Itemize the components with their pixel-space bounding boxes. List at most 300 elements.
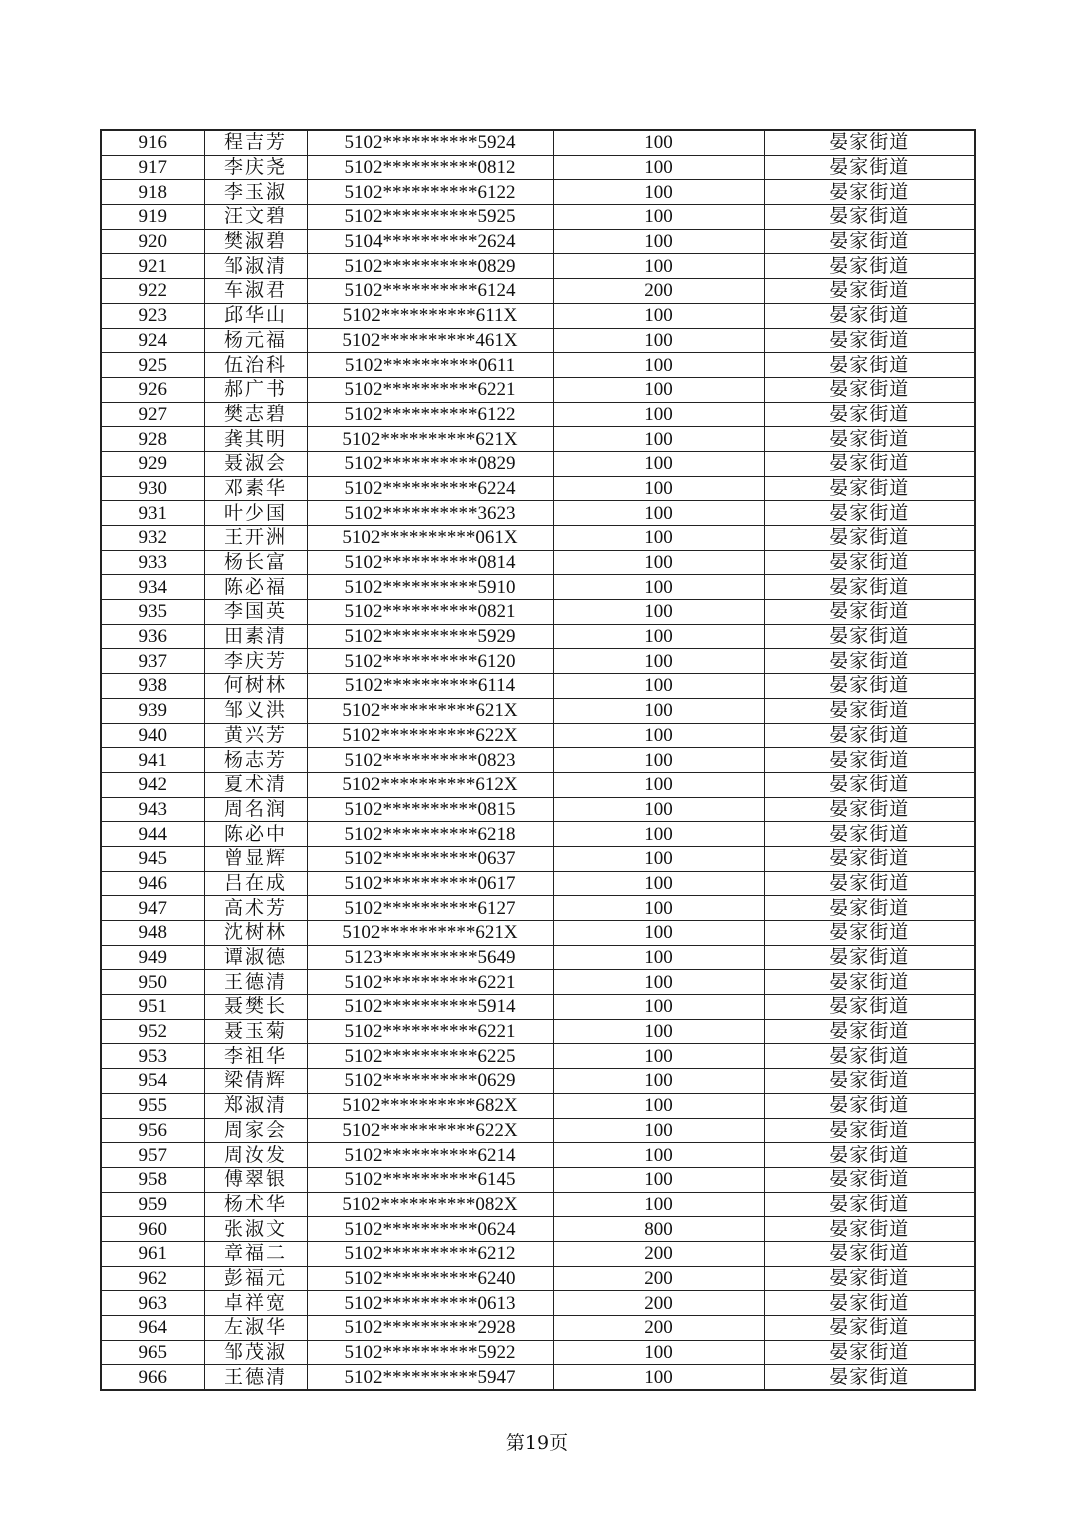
record-table xyxy=(100,129,976,1391)
cell-id-number: 5102**********0629 xyxy=(307,1069,553,1094)
cell-id-number: 5102**********612X xyxy=(307,772,553,797)
cell-name: 张淑文 xyxy=(204,1217,307,1242)
cell-serial-number: 962 xyxy=(101,1266,204,1291)
cell-amount: 100 xyxy=(553,896,764,921)
cell-street: 晏家街道 xyxy=(764,649,975,674)
cell-street: 晏家街道 xyxy=(764,303,975,328)
cell-street: 晏家街道 xyxy=(764,1217,975,1242)
cell-serial-number: 936 xyxy=(101,624,204,649)
cell-amount: 100 xyxy=(553,921,764,946)
cell-serial-number: 930 xyxy=(101,476,204,501)
cell-amount: 100 xyxy=(553,427,764,452)
cell-name: 李国英 xyxy=(204,600,307,625)
table-row xyxy=(101,871,975,896)
cell-serial-number: 934 xyxy=(101,575,204,600)
cell-serial-number: 924 xyxy=(101,328,204,353)
cell-id-number: 5102**********6224 xyxy=(307,476,553,501)
cell-serial-number: 944 xyxy=(101,822,204,847)
cell-serial-number: 920 xyxy=(101,229,204,254)
cell-street: 晏家街道 xyxy=(764,748,975,773)
table-row xyxy=(101,748,975,773)
cell-street: 晏家街道 xyxy=(764,451,975,476)
table-row xyxy=(101,476,975,501)
cell-street: 晏家街道 xyxy=(764,1340,975,1365)
cell-amount: 100 xyxy=(553,451,764,476)
cell-street: 晏家街道 xyxy=(764,921,975,946)
cell-street: 晏家街道 xyxy=(764,501,975,526)
cell-name: 龚其明 xyxy=(204,427,307,452)
table-row xyxy=(101,1118,975,1143)
cell-street: 晏家街道 xyxy=(764,328,975,353)
cell-name: 郑淑清 xyxy=(204,1093,307,1118)
cell-id-number: 5102**********6221 xyxy=(307,377,553,402)
cell-amount: 100 xyxy=(553,772,764,797)
cell-name: 彭福元 xyxy=(204,1266,307,1291)
page-number: 第19页 xyxy=(505,1432,569,1454)
cell-amount: 100 xyxy=(553,501,764,526)
cell-street: 晏家街道 xyxy=(764,402,975,427)
cell-serial-number: 961 xyxy=(101,1241,204,1266)
cell-street: 晏家街道 xyxy=(764,698,975,723)
cell-amount: 100 xyxy=(553,871,764,896)
cell-amount: 100 xyxy=(553,723,764,748)
cell-amount: 100 xyxy=(553,797,764,822)
table-row xyxy=(101,772,975,797)
table-row xyxy=(101,303,975,328)
cell-street: 晏家街道 xyxy=(764,130,975,155)
cell-name: 车淑君 xyxy=(204,279,307,304)
cell-amount: 100 xyxy=(553,1365,764,1390)
cell-id-number: 5102**********6122 xyxy=(307,402,553,427)
cell-serial-number: 921 xyxy=(101,254,204,279)
cell-amount: 100 xyxy=(553,649,764,674)
cell-serial-number: 948 xyxy=(101,921,204,946)
cell-serial-number: 938 xyxy=(101,674,204,699)
cell-name: 王开洲 xyxy=(204,526,307,551)
cell-amount: 100 xyxy=(553,550,764,575)
table-row xyxy=(101,600,975,625)
cell-street: 晏家街道 xyxy=(764,1266,975,1291)
cell-amount: 100 xyxy=(553,1143,764,1168)
cell-id-number: 5102**********682X xyxy=(307,1093,553,1118)
cell-serial-number: 943 xyxy=(101,797,204,822)
cell-id-number: 5102**********461X xyxy=(307,328,553,353)
cell-serial-number: 935 xyxy=(101,600,204,625)
cell-id-number: 5102**********0829 xyxy=(307,451,553,476)
table-row xyxy=(101,797,975,822)
table-row xyxy=(101,402,975,427)
cell-id-number: 5102**********0821 xyxy=(307,600,553,625)
cell-street: 晏家街道 xyxy=(764,476,975,501)
cell-name: 邹义洪 xyxy=(204,698,307,723)
cell-street: 晏家街道 xyxy=(764,995,975,1020)
cell-serial-number: 945 xyxy=(101,846,204,871)
cell-name: 李庆芳 xyxy=(204,649,307,674)
cell-street: 晏家街道 xyxy=(764,797,975,822)
cell-serial-number: 937 xyxy=(101,649,204,674)
cell-name: 聂樊长 xyxy=(204,995,307,1020)
table-row xyxy=(101,624,975,649)
cell-id-number: 5102**********6225 xyxy=(307,1044,553,1069)
cell-name: 邹淑清 xyxy=(204,254,307,279)
cell-amount: 100 xyxy=(553,1192,764,1217)
cell-serial-number: 956 xyxy=(101,1118,204,1143)
cell-serial-number: 941 xyxy=(101,748,204,773)
table-row xyxy=(101,1192,975,1217)
table-row xyxy=(101,451,975,476)
table-row xyxy=(101,1340,975,1365)
cell-serial-number: 916 xyxy=(101,130,204,155)
cell-serial-number: 946 xyxy=(101,871,204,896)
cell-street: 晏家街道 xyxy=(764,377,975,402)
cell-name: 杨志芳 xyxy=(204,748,307,773)
cell-serial-number: 928 xyxy=(101,427,204,452)
cell-serial-number: 955 xyxy=(101,1093,204,1118)
table-row xyxy=(101,1143,975,1168)
table-row xyxy=(101,328,975,353)
cell-name: 曾显辉 xyxy=(204,846,307,871)
cell-street: 晏家街道 xyxy=(764,229,975,254)
cell-street: 晏家街道 xyxy=(764,526,975,551)
cell-id-number: 5102**********6214 xyxy=(307,1143,553,1168)
cell-id-number: 5102**********6221 xyxy=(307,1019,553,1044)
cell-amount: 100 xyxy=(553,624,764,649)
record-table-body xyxy=(101,130,975,1390)
cell-serial-number: 929 xyxy=(101,451,204,476)
cell-id-number: 5102**********5922 xyxy=(307,1340,553,1365)
cell-name: 程吉芳 xyxy=(204,130,307,155)
cell-id-number: 5102**********0823 xyxy=(307,748,553,773)
cell-name: 何树林 xyxy=(204,674,307,699)
cell-amount: 100 xyxy=(553,1069,764,1094)
table-row xyxy=(101,155,975,180)
cell-amount: 100 xyxy=(553,130,764,155)
cell-amount: 100 xyxy=(553,1118,764,1143)
cell-street: 晏家街道 xyxy=(764,1093,975,1118)
cell-id-number: 5102**********6212 xyxy=(307,1241,553,1266)
cell-id-number: 5102**********6145 xyxy=(307,1167,553,1192)
cell-name: 聂玉菊 xyxy=(204,1019,307,1044)
cell-id-number: 5102**********5914 xyxy=(307,995,553,1020)
cell-serial-number: 918 xyxy=(101,180,204,205)
cell-serial-number: 939 xyxy=(101,698,204,723)
table-row xyxy=(101,846,975,871)
cell-amount: 100 xyxy=(553,600,764,625)
cell-serial-number: 917 xyxy=(101,155,204,180)
cell-amount: 100 xyxy=(553,377,764,402)
cell-street: 晏家街道 xyxy=(764,1316,975,1341)
cell-name: 吕在成 xyxy=(204,871,307,896)
cell-name: 傅翠银 xyxy=(204,1167,307,1192)
cell-name: 邱华山 xyxy=(204,303,307,328)
cell-name: 王德清 xyxy=(204,1365,307,1390)
cell-serial-number: 931 xyxy=(101,501,204,526)
cell-street: 晏家街道 xyxy=(764,1118,975,1143)
table-row xyxy=(101,1365,975,1390)
table-row xyxy=(101,575,975,600)
cell-id-number: 5102**********5910 xyxy=(307,575,553,600)
cell-amount: 100 xyxy=(553,229,764,254)
cell-name: 高术芳 xyxy=(204,896,307,921)
table-row xyxy=(101,526,975,551)
cell-id-number: 5102**********0624 xyxy=(307,1217,553,1242)
cell-serial-number: 964 xyxy=(101,1316,204,1341)
cell-serial-number: 954 xyxy=(101,1069,204,1094)
cell-street: 晏家街道 xyxy=(764,1167,975,1192)
cell-name: 左淑华 xyxy=(204,1316,307,1341)
cell-amount: 100 xyxy=(553,575,764,600)
cell-name: 梁倩辉 xyxy=(204,1069,307,1094)
cell-serial-number: 966 xyxy=(101,1365,204,1390)
cell-name: 杨术华 xyxy=(204,1192,307,1217)
cell-name: 陈必福 xyxy=(204,575,307,600)
cell-id-number: 5102**********621X xyxy=(307,921,553,946)
table-row xyxy=(101,130,975,155)
cell-id-number: 5123**********5649 xyxy=(307,945,553,970)
cell-id-number: 5102**********082X xyxy=(307,1192,553,1217)
cell-serial-number: 952 xyxy=(101,1019,204,1044)
cell-serial-number: 940 xyxy=(101,723,204,748)
cell-amount: 100 xyxy=(553,1019,764,1044)
cell-amount: 100 xyxy=(553,526,764,551)
cell-id-number: 5102**********0611 xyxy=(307,353,553,378)
cell-street: 晏家街道 xyxy=(764,945,975,970)
cell-serial-number: 932 xyxy=(101,526,204,551)
cell-street: 晏家街道 xyxy=(764,723,975,748)
cell-id-number: 5102**********0815 xyxy=(307,797,553,822)
cell-name: 李祖华 xyxy=(204,1044,307,1069)
table-row xyxy=(101,1217,975,1242)
table-row xyxy=(101,1316,975,1341)
cell-street: 晏家街道 xyxy=(764,180,975,205)
cell-name: 谭淑德 xyxy=(204,945,307,970)
cell-amount: 100 xyxy=(553,254,764,279)
table-row xyxy=(101,945,975,970)
cell-amount: 200 xyxy=(553,279,764,304)
cell-street: 晏家街道 xyxy=(764,575,975,600)
cell-name: 杨长富 xyxy=(204,550,307,575)
cell-amount: 200 xyxy=(553,1316,764,1341)
cell-id-number: 5102**********5947 xyxy=(307,1365,553,1390)
cell-amount: 100 xyxy=(553,303,764,328)
cell-name: 李庆尧 xyxy=(204,155,307,180)
table-row xyxy=(101,353,975,378)
cell-street: 晏家街道 xyxy=(764,772,975,797)
table-row xyxy=(101,1069,975,1094)
cell-id-number: 5102**********5924 xyxy=(307,130,553,155)
cell-name: 周汝发 xyxy=(204,1143,307,1168)
cell-name: 伍治科 xyxy=(204,353,307,378)
cell-street: 晏家街道 xyxy=(764,674,975,699)
cell-name: 杨元福 xyxy=(204,328,307,353)
cell-id-number: 5102**********6240 xyxy=(307,1266,553,1291)
cell-amount: 100 xyxy=(553,995,764,1020)
cell-amount: 100 xyxy=(553,476,764,501)
cell-id-number: 5102**********0829 xyxy=(307,254,553,279)
table-row xyxy=(101,995,975,1020)
cell-amount: 100 xyxy=(553,1167,764,1192)
cell-name: 樊淑碧 xyxy=(204,229,307,254)
cell-street: 晏家街道 xyxy=(764,846,975,871)
cell-id-number: 5102**********2928 xyxy=(307,1316,553,1341)
cell-street: 晏家街道 xyxy=(764,1069,975,1094)
cell-amount: 100 xyxy=(553,1044,764,1069)
cell-serial-number: 960 xyxy=(101,1217,204,1242)
cell-amount: 100 xyxy=(553,1340,764,1365)
cell-amount: 100 xyxy=(553,328,764,353)
cell-name: 樊志碧 xyxy=(204,402,307,427)
cell-street: 晏家街道 xyxy=(764,1192,975,1217)
cell-id-number: 5102**********6114 xyxy=(307,674,553,699)
cell-street: 晏家街道 xyxy=(764,1019,975,1044)
table-row xyxy=(101,550,975,575)
table-row xyxy=(101,254,975,279)
table-row xyxy=(101,205,975,230)
cell-id-number: 5102**********621X xyxy=(307,427,553,452)
cell-serial-number: 923 xyxy=(101,303,204,328)
cell-id-number: 5102**********5925 xyxy=(307,205,553,230)
table-row xyxy=(101,1093,975,1118)
cell-name: 叶少国 xyxy=(204,501,307,526)
cell-amount: 100 xyxy=(553,205,764,230)
cell-id-number: 5102**********622X xyxy=(307,1118,553,1143)
cell-id-number: 5102**********611X xyxy=(307,303,553,328)
cell-street: 晏家街道 xyxy=(764,600,975,625)
cell-name: 陈必中 xyxy=(204,822,307,847)
cell-serial-number: 926 xyxy=(101,377,204,402)
cell-serial-number: 933 xyxy=(101,550,204,575)
cell-amount: 200 xyxy=(553,1291,764,1316)
cell-street: 晏家街道 xyxy=(764,254,975,279)
cell-serial-number: 958 xyxy=(101,1167,204,1192)
cell-street: 晏家街道 xyxy=(764,1241,975,1266)
table-row xyxy=(101,921,975,946)
cell-name: 汪文碧 xyxy=(204,205,307,230)
cell-id-number: 5102**********0814 xyxy=(307,550,553,575)
cell-amount: 100 xyxy=(553,674,764,699)
cell-name: 周家会 xyxy=(204,1118,307,1143)
cell-serial-number: 919 xyxy=(101,205,204,230)
cell-amount: 200 xyxy=(553,1241,764,1266)
cell-street: 晏家街道 xyxy=(764,1291,975,1316)
cell-street: 晏家街道 xyxy=(764,896,975,921)
table-row xyxy=(101,279,975,304)
cell-name: 王德清 xyxy=(204,970,307,995)
cell-serial-number: 947 xyxy=(101,896,204,921)
cell-id-number: 5102**********3623 xyxy=(307,501,553,526)
cell-street: 晏家街道 xyxy=(764,550,975,575)
cell-id-number: 5102**********0617 xyxy=(307,871,553,896)
cell-id-number: 5102**********6120 xyxy=(307,649,553,674)
table-row xyxy=(101,674,975,699)
cell-serial-number: 925 xyxy=(101,353,204,378)
cell-id-number: 5102**********6218 xyxy=(307,822,553,847)
cell-name: 田素清 xyxy=(204,624,307,649)
cell-name: 聂淑会 xyxy=(204,451,307,476)
cell-amount: 100 xyxy=(553,945,764,970)
table-row xyxy=(101,698,975,723)
cell-serial-number: 922 xyxy=(101,279,204,304)
cell-serial-number: 953 xyxy=(101,1044,204,1069)
cell-id-number: 5102**********621X xyxy=(307,698,553,723)
cell-id-number: 5102**********5929 xyxy=(307,624,553,649)
table-row xyxy=(101,1241,975,1266)
cell-street: 晏家街道 xyxy=(764,155,975,180)
table-row xyxy=(101,1019,975,1044)
cell-id-number: 5102**********061X xyxy=(307,526,553,551)
cell-amount: 100 xyxy=(553,748,764,773)
table-row xyxy=(101,1044,975,1069)
table-row xyxy=(101,229,975,254)
cell-serial-number: 957 xyxy=(101,1143,204,1168)
cell-street: 晏家街道 xyxy=(764,970,975,995)
cell-amount: 100 xyxy=(553,353,764,378)
cell-serial-number: 959 xyxy=(101,1192,204,1217)
cell-amount: 100 xyxy=(553,822,764,847)
cell-amount: 100 xyxy=(553,180,764,205)
cell-street: 晏家街道 xyxy=(764,871,975,896)
cell-street: 晏家街道 xyxy=(764,1143,975,1168)
cell-serial-number: 951 xyxy=(101,995,204,1020)
cell-name: 邹茂淑 xyxy=(204,1340,307,1365)
cell-street: 晏家街道 xyxy=(764,205,975,230)
cell-street: 晏家街道 xyxy=(764,427,975,452)
cell-id-number: 5102**********6221 xyxy=(307,970,553,995)
cell-serial-number: 927 xyxy=(101,402,204,427)
table-row xyxy=(101,1266,975,1291)
cell-name: 夏术清 xyxy=(204,772,307,797)
cell-street: 晏家街道 xyxy=(764,353,975,378)
cell-name: 周名润 xyxy=(204,797,307,822)
table-row xyxy=(101,180,975,205)
cell-serial-number: 949 xyxy=(101,945,204,970)
table-row xyxy=(101,822,975,847)
cell-id-number: 5102**********6124 xyxy=(307,279,553,304)
cell-name: 李玉淑 xyxy=(204,180,307,205)
table-row xyxy=(101,896,975,921)
cell-amount: 200 xyxy=(553,1266,764,1291)
cell-serial-number: 950 xyxy=(101,970,204,995)
cell-name: 邓素华 xyxy=(204,476,307,501)
cell-amount: 100 xyxy=(553,970,764,995)
cell-street: 晏家街道 xyxy=(764,279,975,304)
cell-id-number: 5102**********6122 xyxy=(307,180,553,205)
cell-serial-number: 942 xyxy=(101,772,204,797)
cell-amount: 100 xyxy=(553,155,764,180)
cell-name: 沈树林 xyxy=(204,921,307,946)
cell-name: 郝广书 xyxy=(204,377,307,402)
cell-id-number: 5102**********0637 xyxy=(307,846,553,871)
table-row xyxy=(101,501,975,526)
cell-id-number: 5102**********6127 xyxy=(307,896,553,921)
cell-id-number: 5102**********0613 xyxy=(307,1291,553,1316)
table-row xyxy=(101,427,975,452)
cell-amount: 100 xyxy=(553,846,764,871)
cell-amount: 100 xyxy=(553,1093,764,1118)
table-row xyxy=(101,723,975,748)
cell-name: 黄兴芳 xyxy=(204,723,307,748)
table-row xyxy=(101,1291,975,1316)
cell-street: 晏家街道 xyxy=(764,1044,975,1069)
table-row xyxy=(101,1167,975,1192)
cell-id-number: 5104**********2624 xyxy=(307,229,553,254)
cell-street: 晏家街道 xyxy=(764,624,975,649)
cell-amount: 100 xyxy=(553,698,764,723)
cell-amount: 100 xyxy=(553,402,764,427)
cell-name: 章福二 xyxy=(204,1241,307,1266)
cell-amount: 800 xyxy=(553,1217,764,1242)
cell-street: 晏家街道 xyxy=(764,822,975,847)
